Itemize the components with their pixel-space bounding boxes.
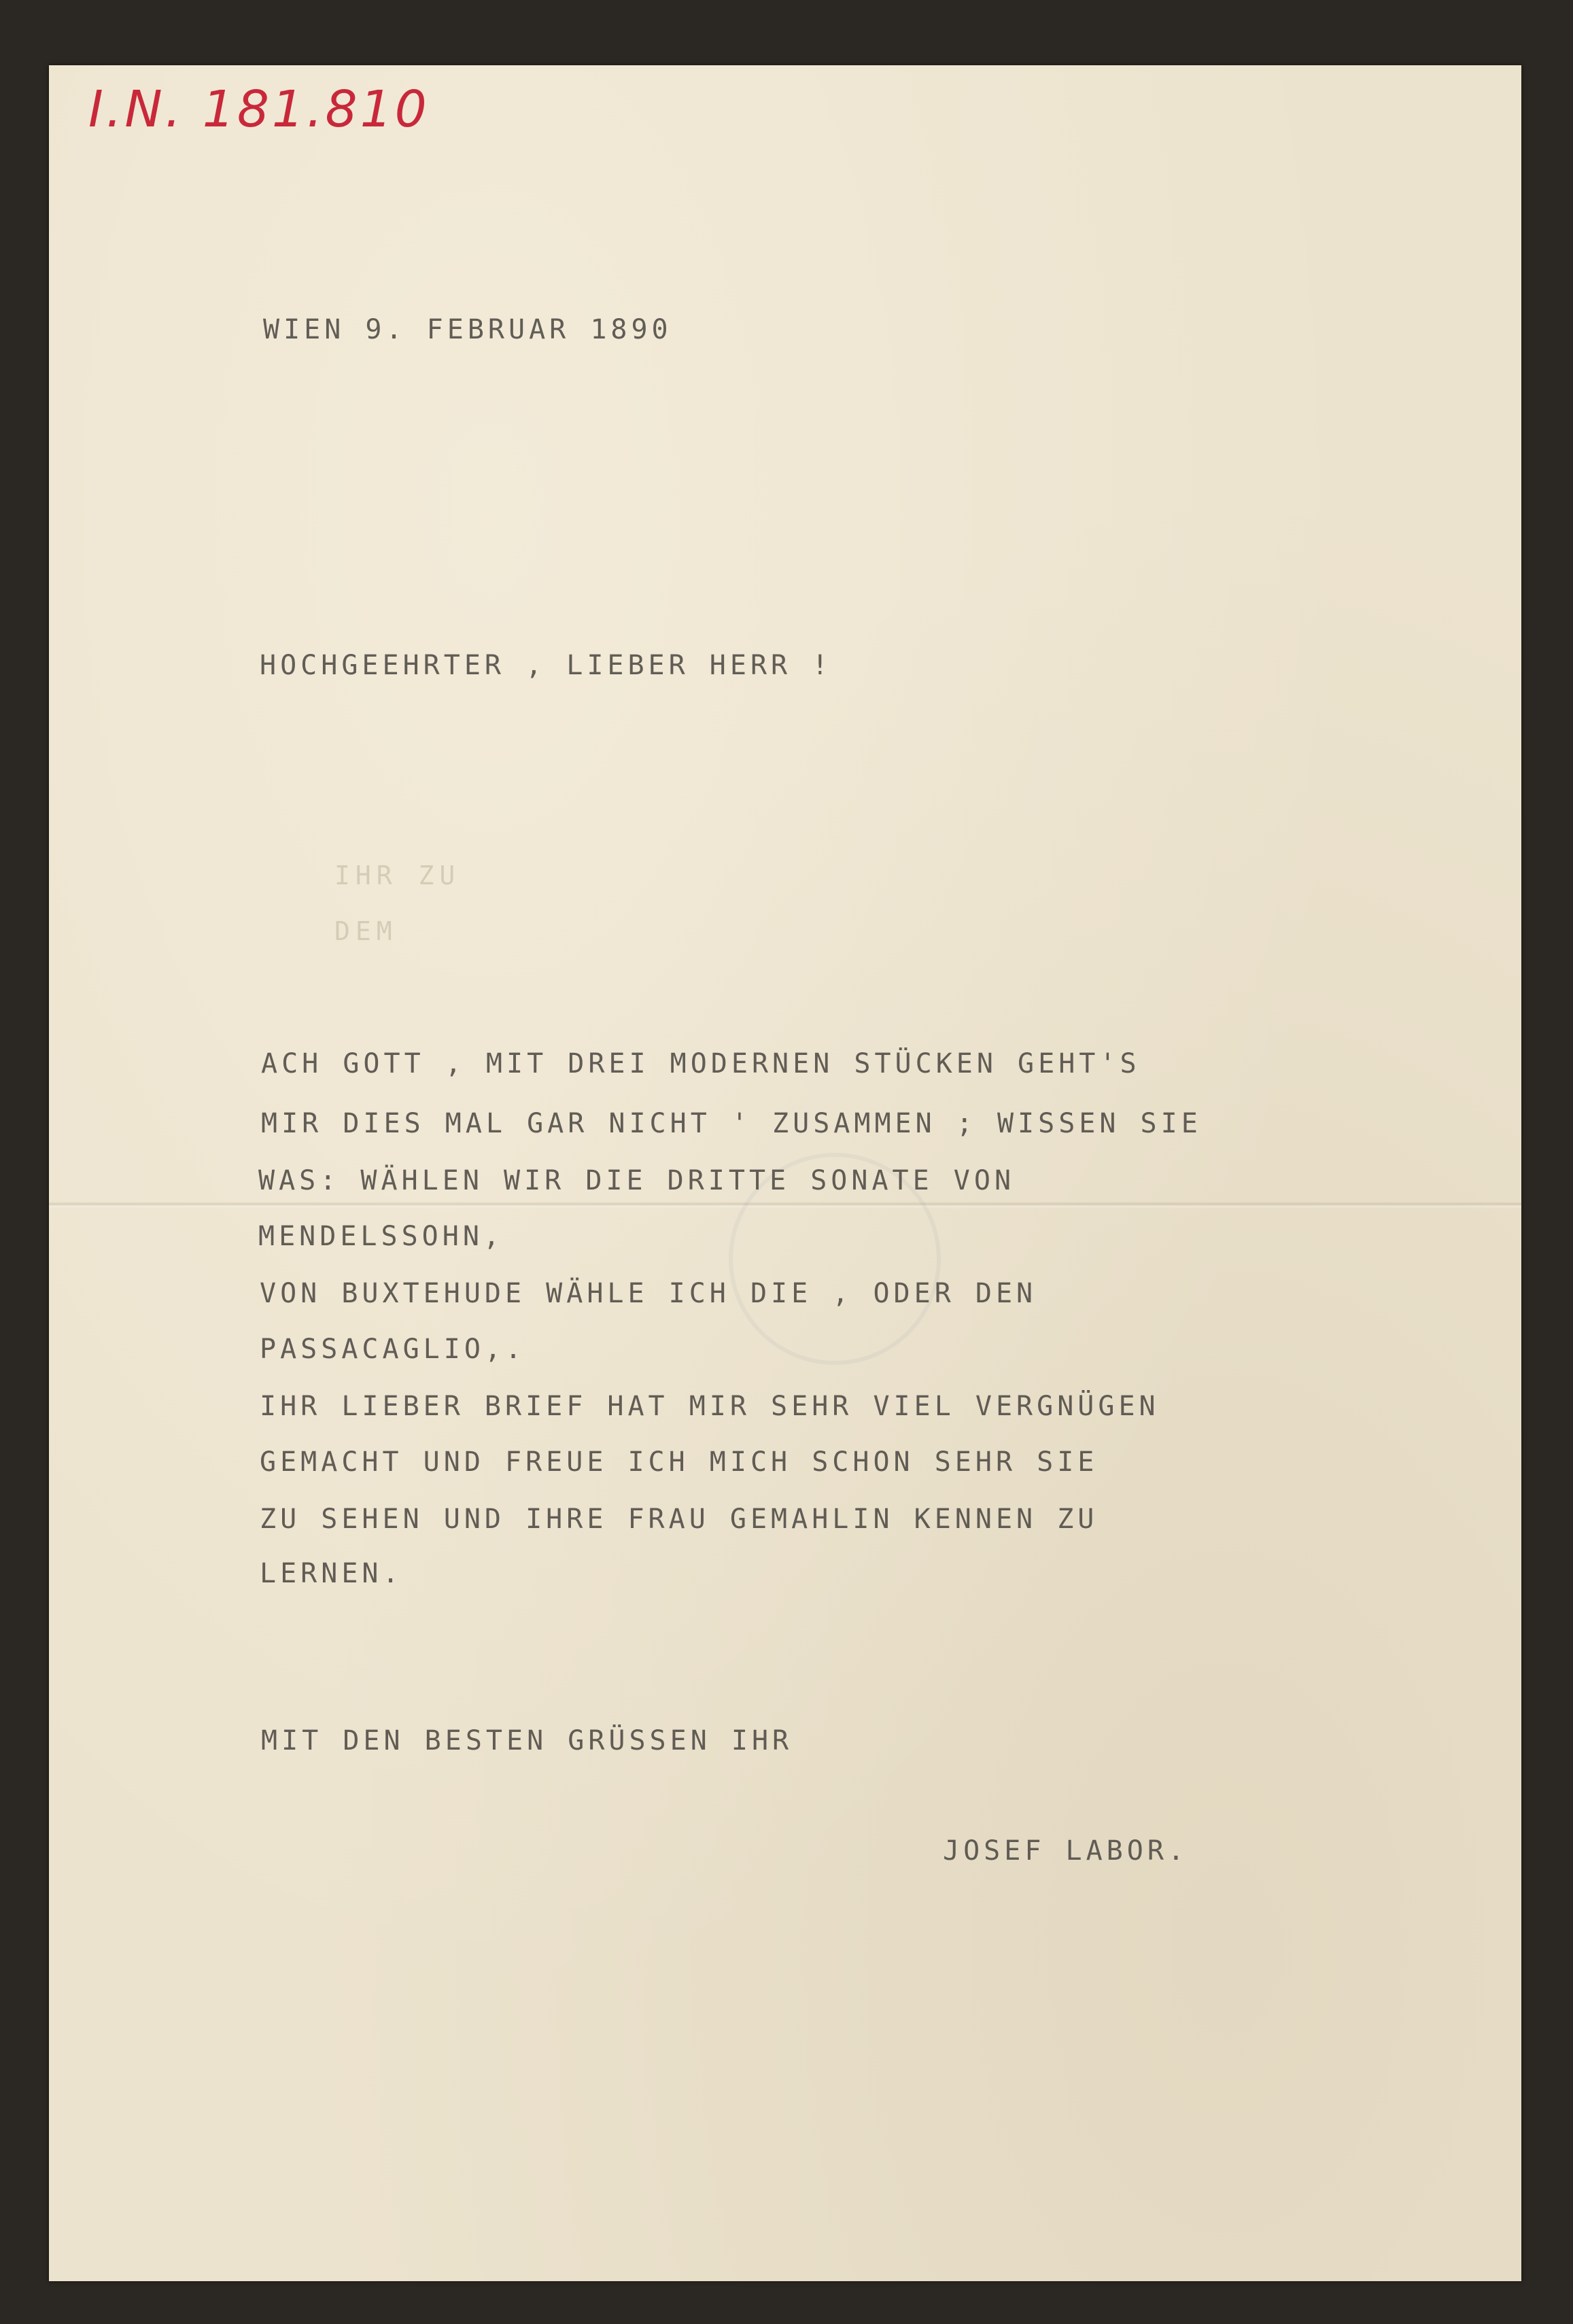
body-line: ACH GOTT , MIT DREI MODERNEN STÜCKEN GEHT'S — [261, 1048, 1141, 1079]
body-line: MENDELSSOHN, — [258, 1221, 504, 1252]
faint-typed-line-1: IHR ZU — [334, 861, 461, 890]
closing-line: MIT DEN BESTEN GRÜSSEN IHR — [261, 1725, 793, 1756]
signature-line: JOSEF LABOR. — [943, 1835, 1188, 1867]
salutation: HOCHGEEHRTER , LIEBER HERR ! — [260, 650, 833, 681]
body-line: VON BUXTEHUDE WÄHLE ICH DIE , ODER DEN — [260, 1278, 1037, 1309]
body-line: LERNEN. — [260, 1558, 403, 1589]
inventory-number: I.N. 181.810 — [88, 80, 430, 139]
letter-sheet — [49, 65, 1521, 2281]
body-line: IHR LIEBER BRIEF HAT MIR SEHR VIEL VERGNÜGEN — [260, 1391, 1160, 1422]
body-line: MIR DIES MAL GAR NICHT ' ZUSAMMEN ; WISSEN SIE — [261, 1108, 1202, 1139]
body-line: PASSACAGLIO,. — [260, 1334, 526, 1365]
body-line: ZU SEHEN UND IHRE FRAU GEMAHLIN KENNEN ZU — [260, 1504, 1099, 1535]
faint-typed-line-2: DEM — [334, 916, 398, 946]
body-line: GEMACHT UND FREUE ICH MICH SCHON SEHR SIE — [260, 1446, 1099, 1478]
date-line: WIEN 9. FEBRUAR 1890 — [263, 314, 672, 345]
body-line: WAS: WÄHLEN WIR DIE DRITTE SONATE VON — [258, 1165, 1016, 1196]
